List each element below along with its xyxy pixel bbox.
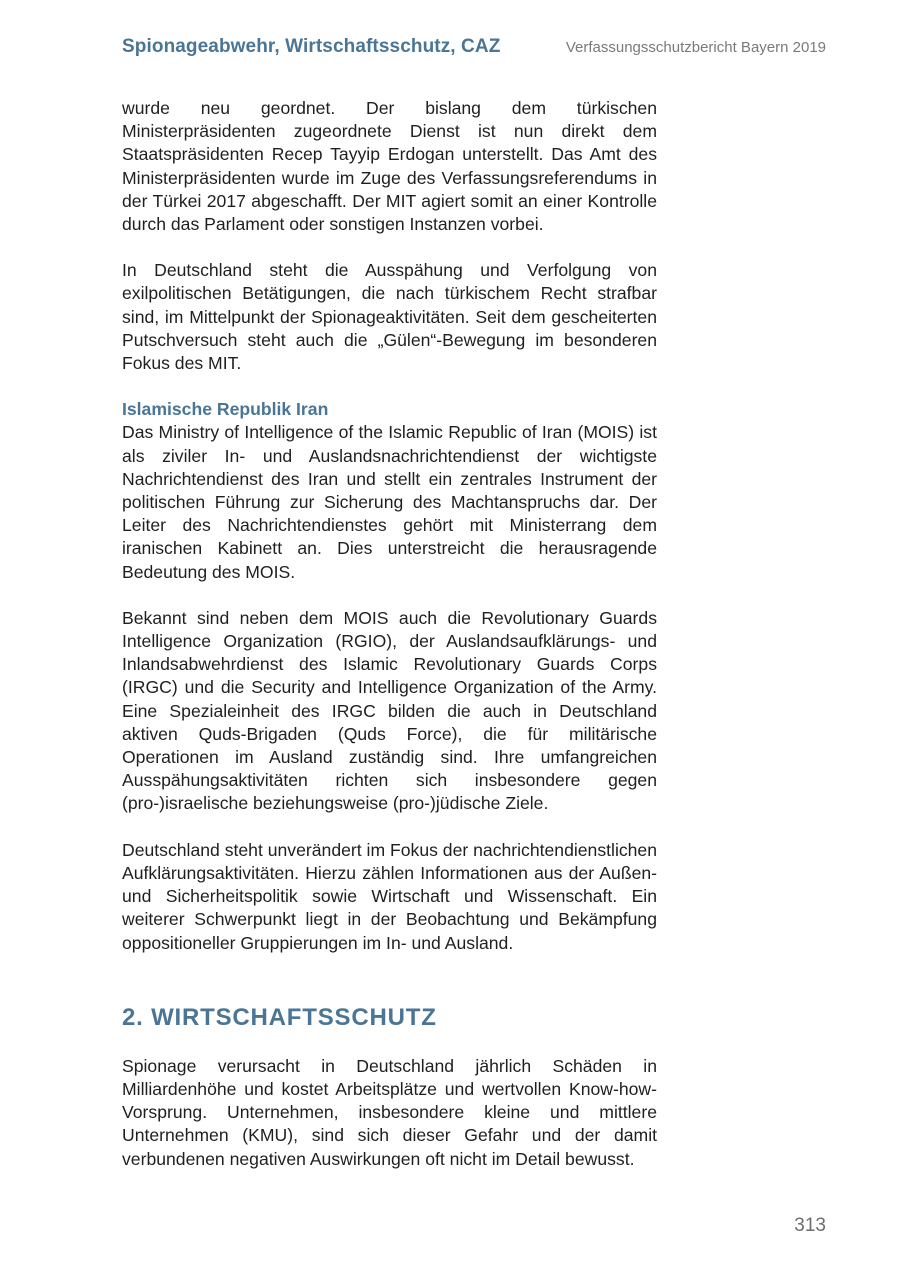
paragraph-mois: Das Ministry of Intelligence of the Islamic Republic of Iran (MOIS) ist als ziviler In- und Auslandsnachrichtendienst der wichtigste Nachrichtendienst des Iran und stellt ein zentrales Instrument der politischen Führung zur Sicherung des Machtanspruchs dar. Der Leiter des Nachrichtendienstes gehört mit Ministerrang dem iranischen Kabinett an. Dies unterstreicht die herausragende Bedeutung des MOIS.	[122, 422, 657, 582]
page-number: 313	[794, 1215, 826, 1236]
paragraph-germany-focus: Deutschland steht unverändert im Fokus der nachrichtendienstlichen Aufklärungsaktivitäten. Hierzu zählen Informationen aus der Außen- und Sicherheitspolitik sowie Wirtschaft und Wissenschaft. Ein weiterer Schwerpunkt liegt in der Beobachtung und Bekämpfung oppositioneller Gruppierungen im In- und Ausland.	[122, 839, 657, 953]
paragraph-rgio-irgc: Bekannt sind neben dem MOIS auch die Revolutionary Guards Intelligence Organization (RGIO), der Auslandsaufklärungs- und Inlandsabwehrdienst des Islamic Revolutionary Guards Corps (IRGC) und die Security and Intelligence Organization of the Army. Eine Spezialeinheit des IRGC bilden die auch in Deutschland aktiven Quds-Brigaden (Quds Force), die für militärische Operationen im Ausland zuständig sind. Ihre umfangreichen Ausspähungsaktivitäten richten sich insbesondere gegen (pro-)israelische beziehungsweise (pro-)jüdische Ziele.	[122, 607, 657, 814]
running-head-section-title: Spionageabwehr, Wirtschaftsschutz, CAZ	[122, 36, 501, 57]
running-head-report-title: Verfassungsschutzbericht Bayern 2019	[565, 39, 826, 56]
page-content	[122, 97, 657, 1171]
paragraph-mit-reorganization: wurde neu geordnet. Der bislang dem türkischen Ministerpräsidenten zugeordnete Dienst ist nun direkt dem Staatspräsidenten Recep Tayyip Erdogan unterstellt. Das Amt des Ministerpräsidenten wurde im Zuge des Verfassungsreferendums in der Türkei 2017 abgeschafft. Der MIT agiert somit an einer Kontrolle durch das Parlament oder sonstigen Instanzen vorbei.	[122, 98, 657, 235]
subheading-iran: Islamische Republik Iran	[122, 399, 329, 420]
paragraph-turkey-spionage-focus: In Deutschland steht die Ausspähung und Verfolgung von exilpolitischen Betätigungen, die nach türkischem Recht strafbar sind, im Mittelpunkt der Spionageaktivitäten. Seit dem gescheiterten Putschversuch steht auch die „Gülen“-Bewegung im besonderen Fokus des MIT.	[122, 260, 657, 374]
paragraph-economic-espionage: Spionage verursacht in Deutschland jährlich Schäden in Milliardenhöhe und kostet Arbeitsplätze und wertvollen Know-how-Vorsprung. Unternehmen, insbesondere kleine und mittlere Unternehmen (KMU), sind sich dieser Gefahr und der damit verbundenen negativen Auswirkungen oft nicht im Detail bewusst.	[122, 1055, 657, 1169]
section-heading-wirtschaftsschutz: 2. WIRTSCHAFTSSCHUTZ	[122, 1003, 437, 1031]
